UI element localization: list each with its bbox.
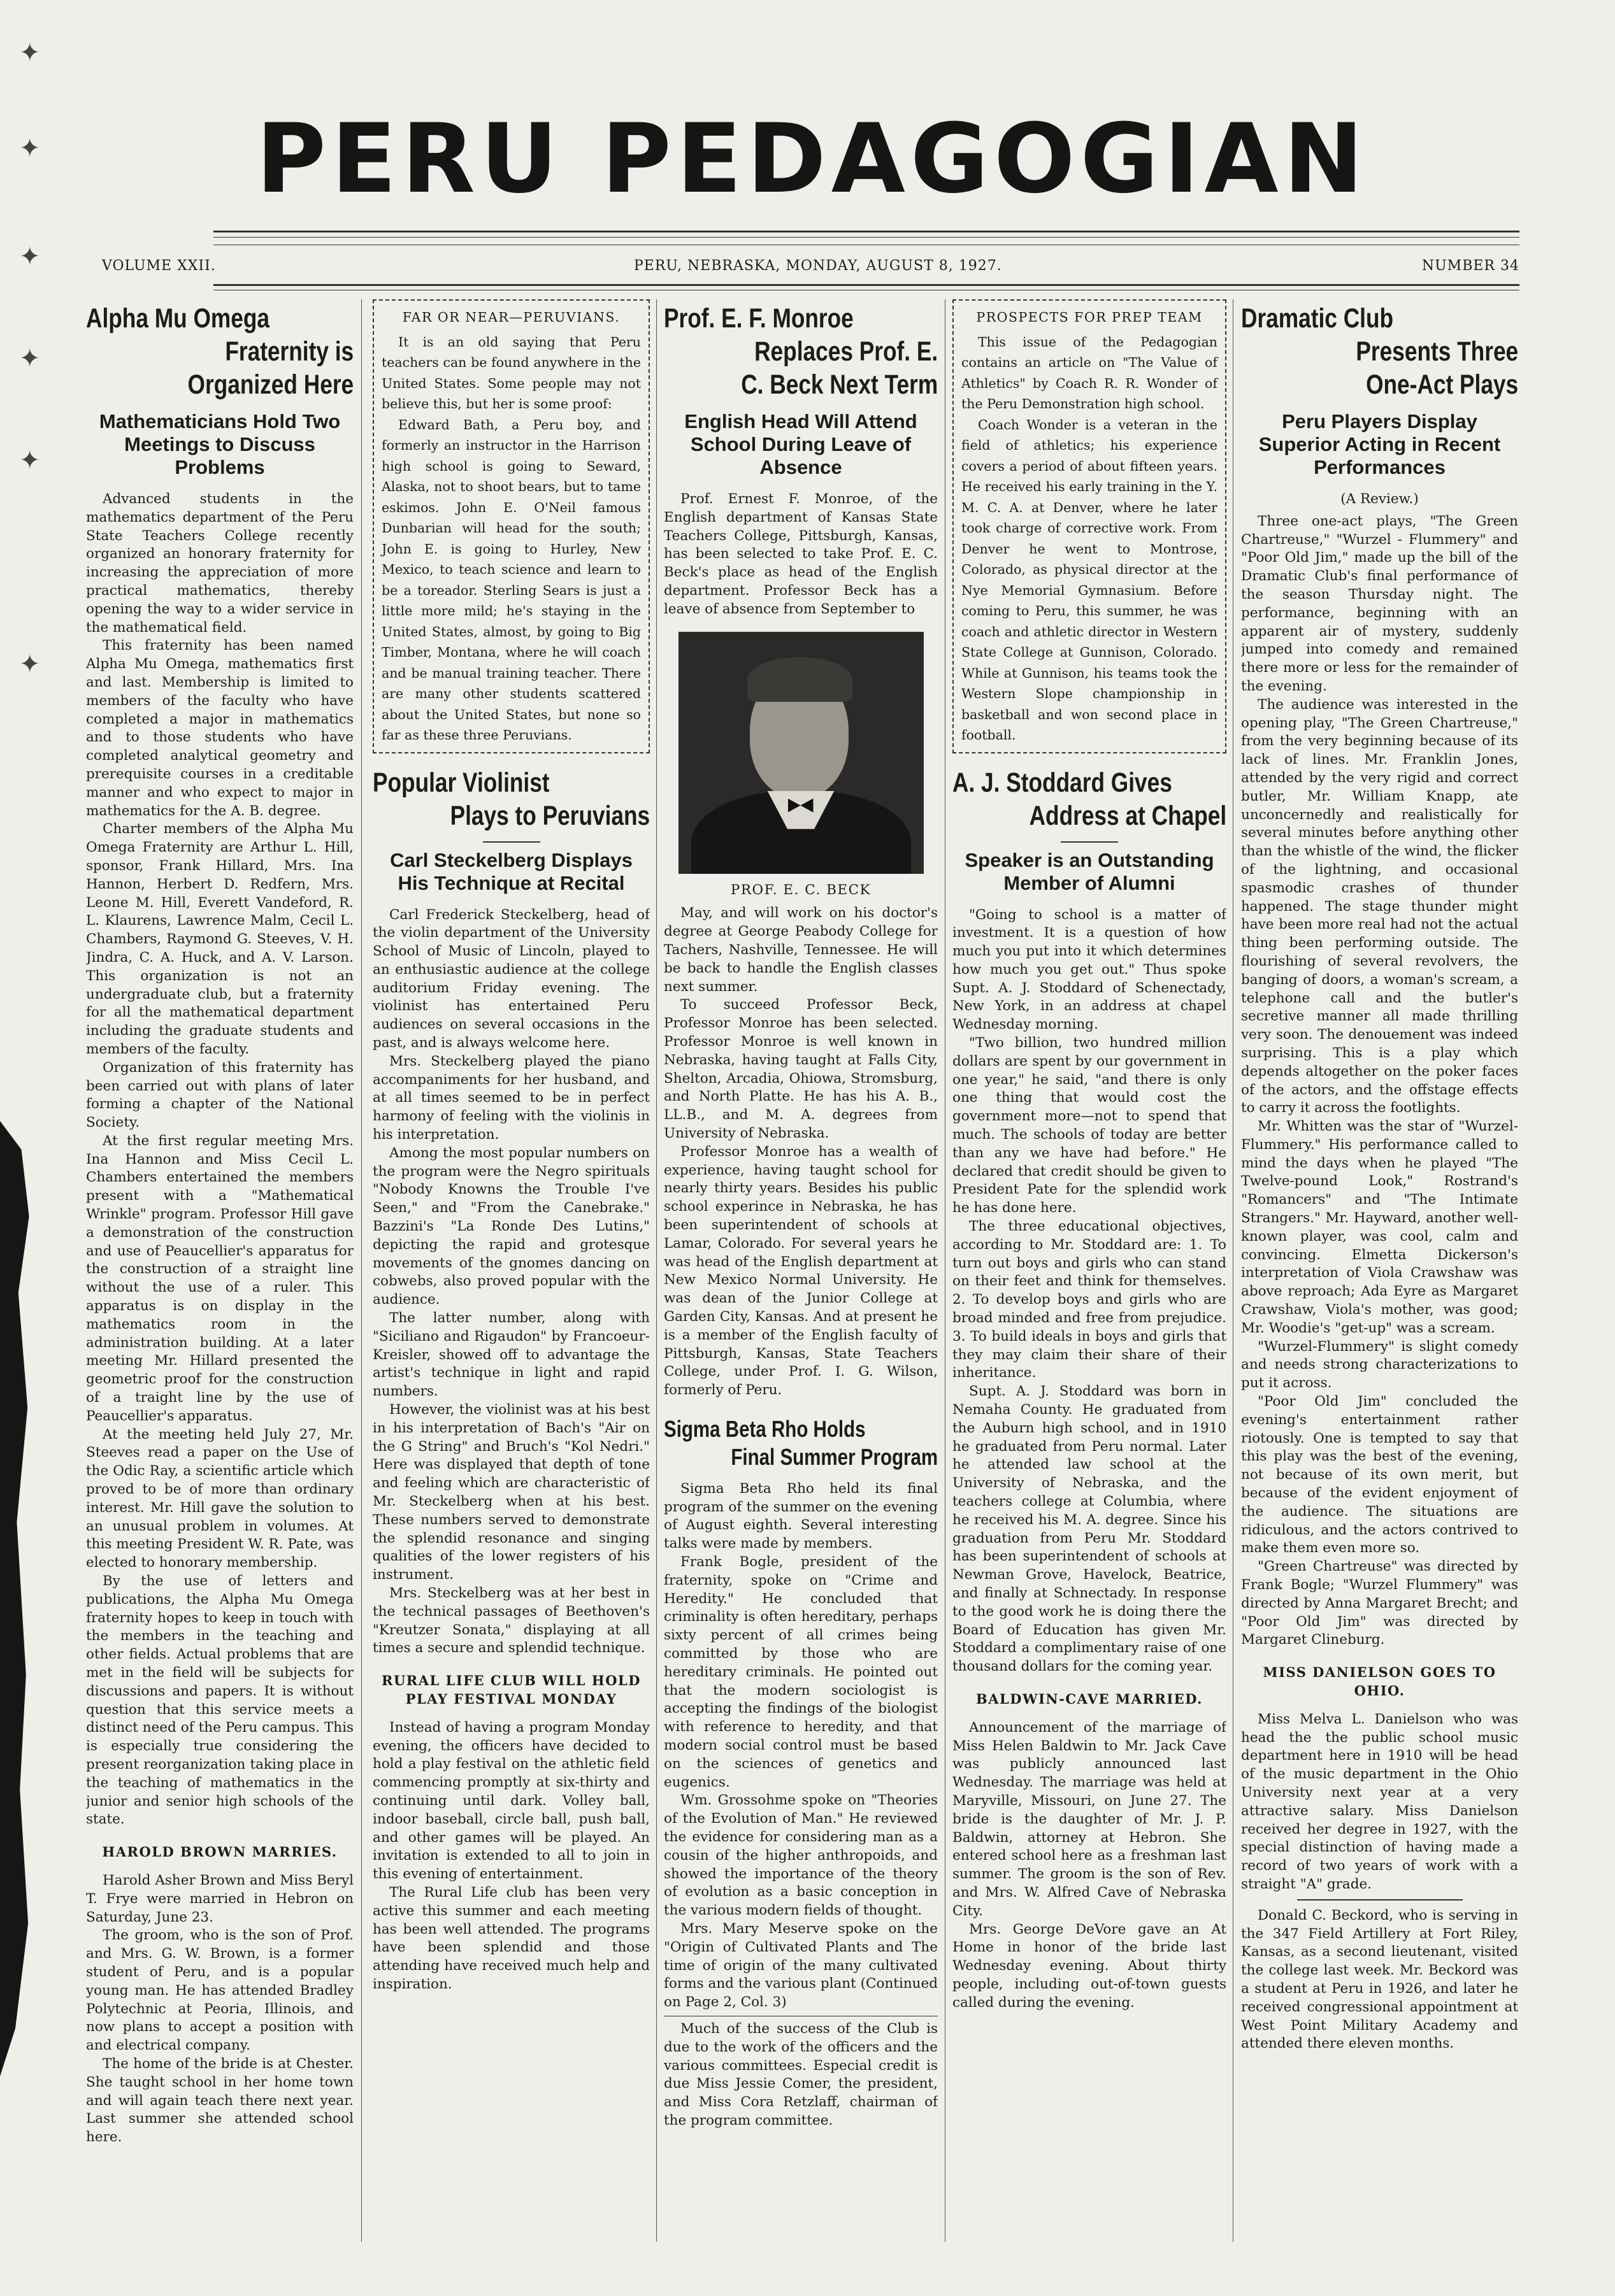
box-paragraph: Edward Bath, a Peru boy, and formerly an instructor in the Harrison high school is going to Seward, Alaska, not to shoot bears, but to tame eskimos. John E. O'Neil famous Dunbarian will head for the south; John E. is going to Hurley, New Mexico, to teach science and learn to be a toreador. Sterling Sears is just a little more mild; he's staying in the United States, almost, by going to Big Timber, Montana, where he will coach and be manual training teacher. There are many other students scattered about the United States, but none so far as these three Peruvians.	[382, 417, 641, 743]
headline-line: Alpha Mu Omega	[86, 303, 269, 334]
review-label: (A Review.)	[1340, 491, 1419, 507]
boxed-notice-far-or-near	[373, 299, 650, 753]
article-paragraph: The three educational objectives, according to Mr. Stoddard are: 1. To turn out boys and girls who can stand on their feet and think for themselves. 2. To develop boys and girls who are broad minded and free from prejudice. 3. To build ideals in boys and girls that they may claim their share of their inheritance.	[952, 1218, 1226, 1381]
section-divider	[1297, 1899, 1463, 1900]
article-paragraph: The home of the bride is at Chester. She taught school in her home town and will again teach there next year. Last summer she attended school here.	[86, 2055, 354, 2146]
headline-line: One-Act Plays	[1366, 369, 1518, 400]
boxed-notice-prep-team	[952, 299, 1226, 753]
column-3	[664, 299, 938, 2261]
article-paragraph: The audience was interested in the opening play, "The Green Chartreuse," from the very beginning because of its lack of lines. Mr. Franklin Jones, attended by the very rigid and correct butler, Mr. William Knapp, ate unconcernedly and realistically for several minutes before anything other than the whistle of the wind, the flicker of the lightning, and occasional spasmodic crashes of thunder happened. The stage thunder might have been more real had not the actual thing been performing outside. The flourishing of several revolvers, the banging of doors, a woman's scream, a telephone call and the butler's secretive manner all made thrilling very soon. The denouement was indeed surprising. This is a play which depends altogether on the poker faces of the actors, and the offstage effects to carry it across the footlights.	[1241, 696, 1518, 1116]
article-paragraph: By the use of letters and publications, the Alpha Mu Omega fraternity hopes to keep in touch with the members in the teaching and other fields. Actual problems that are met in the field will be subjects for discussions and papers. It is without question that this service meets a distinct need of the Peru campus. This is especially true considering the present reorganization taking place in the teaching of mathematics in the junior and senior high schools of the state.	[86, 1573, 354, 1828]
article-paragraph: To succeed Professor Beck, Professor Monroe has been selected. Professor Monroe is well known in Nebraska, having taught at Falls City, Shelton, Arcadia, Ohiowa, Stromsburg, and North Platte. He has his A. B., LL.B., and M. A. degrees from University of Nebraska.	[664, 997, 938, 1141]
article-paragraph: Mrs. Steckelberg was at her best in the technical passages of Beethoven's "Kreutzer Sonata," displaying at all times a secure and splendid technique.	[373, 1585, 650, 1657]
article-paragraph: Donald C. Beckord, who is serving in the 347 Field Artillery at Fort Riley, Kansas, as a second lieutenant, visited the college last week. Mr. Beckord was a student at Peru in 1926, and later he received congressional appointment at West Point Military Academy and attended there eleven months.	[1241, 1907, 1518, 2052]
article-paragraph: "Poor Old Jim" concluded the evening's entertainment rather riotously. One is tempted to say that this play was the best of the evening, not because of its own merit, but because of the evident enjoyment of the audience. The situations are ridiculous, and the actors contrived to make them even more so.	[1241, 1394, 1518, 1557]
issue-number: NUMBER 34	[1421, 258, 1519, 274]
article-paragraph: "Going to school is a matter of investment. It is a question of how much you put into it which determines how much you get out." Thus spoke Supt. A. J. Stoddard of Schenectady, New York, in an address at chapel Wednesday morning.	[952, 906, 1226, 1033]
article-paragraph: Miss Melva L. Danielson who was head the the public school music department here in 1910 will be head of the music department in the Ohio University next year at a very attractive salary. Miss Danielson received her degree in 1927, with the special distinction of having made a record of two years of work with a straight "A" grade.	[1241, 1711, 1518, 1892]
headline-line: Address at Chapel	[1029, 800, 1226, 831]
masthead-rule-thin	[213, 237, 1519, 238]
headline-line: Plays to Peruvians	[450, 800, 650, 831]
article-paragraph: The latter number, along with "Siciliano and Rigaudon" by Francoeur-Kreisler, showed off to advantage the artist's technique in light and rapid numbers.	[373, 1310, 650, 1400]
article-paragraph: Supt. A. J. Stoddard was born in Nemaha County. He graduated from the Auburn high school, and in 1910 he graduated from Peru normal. Later he attended law school at the University of Nebraska, and the teachers college at Columbia, where he received his M. A. degree. Since his graduation from Peru Mr. Stoddard has been superintendent of schools at Newman Grove, Havelock, Beatrice, and finally at Schnectady. In response to the good work he is doing there the Board of Education has given Mr. Stoddard a complimentary raise of one thousand dollars for the coming year.	[952, 1383, 1226, 1675]
headline-line: Final Summer Program	[731, 1443, 938, 1470]
subheadline: Carl Steckelberg Displays His Technique at Recital	[390, 848, 633, 894]
headline-monroe-replaces-beck	[664, 302, 938, 401]
box-title: PROSPECTS FOR PREP TEAM	[976, 310, 1203, 325]
headline-alpha-mu-omega	[86, 302, 354, 401]
column-separator	[656, 299, 657, 2242]
binding-hole-mark: ✦	[19, 650, 41, 679]
headline-sigma-beta-rho	[664, 1415, 938, 1471]
headline-popular-violinist	[373, 766, 650, 832]
article-paragraph: Organization of this fraternity has been carried out with plans of later forming a chapter of the National Society.	[86, 1059, 354, 1131]
article-paragraph: Announcement of the marriage of Miss Helen Baldwin to Mr. Jack Cave was publicly announced last Wednesday. The marriage was held at Maryville, Missouri, on June 27. The bride is the daughter of Mr. J. P. Baldwin, attorney at Hebron. She entered school here as a freshman last summer. The groom is the son of Rev. and Mrs. W. Alfred Cave of Nebraska City.	[952, 1719, 1226, 1919]
article-paragraph: However, the violinist was at his best in his interpretation of Bach's "Air on the G String" and Bruch's "Kol Nedri." Here was displayed that depth of tone and feeling which are characteristic of Mr. Steckelberg when at his best. These numbers served to demonstrate the splendid resonance and singing qualities of the lower registers of his instrument.	[373, 1402, 650, 1583]
headline-line: Replaces Prof. E.	[754, 336, 938, 367]
article-paragraph: Charter members of the Alpha Mu Omega Fraternity are Arthur L. Hill, sponsor, Frank Hillard, Mrs. Ina Hannon, Herbert D. Redfern, Mrs. Leone M. Hill, Everett Vandeford, R. L. Klaurens, Lawrence Malm, Cecil L. Chambers, Raymond G. Steeves, V. H. Jindra, C. A. Huck, and A. V. Larson. This organization is not an undergraduate club, but a fraternity for all the mathematical department including the graduate students and members of the faculty.	[86, 821, 354, 1057]
column-5	[1241, 299, 1518, 2261]
dateline-rule	[213, 284, 1519, 286]
portrait-photo	[678, 632, 924, 874]
issue-date: PERU, NEBRASKA, MONDAY, AUGUST 8, 1927.	[634, 258, 1002, 274]
article-paragraph: Professor Monroe has a wealth of experience, having taught school for nearly thirty years. Besides his public school experince in Nebraska, he has been superintendent of schools at Lamar, Colorado. For several years he was head of the English department at New Mexico Normal University. He was dean of the Junior College at Garden City, Kansas. And at present he is a member of the English faculty of Pittsburgh, Kansas, State Teachers College, under Prof. I. G. Wilson, formerly of Peru.	[664, 1143, 938, 1399]
headline-line: Sigma Beta Rho Holds	[664, 1415, 866, 1442]
binding-hole-mark: ✦	[19, 446, 41, 475]
masthead-rule	[213, 231, 1519, 232]
photo-caption: PROF. E. C. BECK	[730, 881, 872, 898]
article-paragraph: At the first regular meeting Mrs. Ina Hannon and Miss Cecil L. Chambers entertained the members present with a "Mathematical Wrinkle" program. Professor Hill gave a demonstration of the construction and use of Peaucellier's apparatus for the construction of a straight line without the use of a ruler. This apparatus is on display in the mathematics room in the administration building. At a later meeting Mr. Hillard presented the geometric proof for the construction of a traight line by the use of Peaucellier's apparatus.	[86, 1132, 354, 1424]
photo-hair	[747, 657, 852, 702]
article-paragraph: Mr. Whitten was the star of "Wurzel-Flummery." His performance called to mind the days when he played "The Twelve-pound Look," Rostrand's "Romancers" and "The Intimate Strangers." Mr. Hayward, another well-known player, was cool, calm and convincing. Elmetta Dickerson's interpretation of Viola Crawshaw was above reproach; Ada Eyre as Margaret Crawshaw, Viola's mother, was good; Mr. Woodie's "get-up" was a scream.	[1241, 1118, 1518, 1336]
dateline	[102, 258, 1519, 277]
column-separator	[361, 299, 362, 2242]
headline-dramatic-club	[1241, 302, 1518, 401]
column-4	[952, 299, 1226, 2261]
article-paragraph: "Green Chartreuse" was directed by Frank Bogle; "Wurzel Flummery" was directed by Anna Margaret Brecht; and "Poor Old Jim" was directed by Margaret Clineburg.	[1241, 1558, 1518, 1648]
headline-line: Presents Three	[1356, 336, 1518, 367]
subheadline: Mathematicians Hold Two Meetings to Discuss Problems	[99, 410, 341, 478]
volume-label: VOLUME XXII.	[102, 258, 216, 274]
article-paragraph: The groom, who is the son of Prof. and Mrs. G. W. Brown, is a former student of Peru, and is a popular young man. He has attended Bradley Polytechnic at Peoria, Illinois, and now plans to accept a position with and electrical company.	[86, 1927, 354, 2054]
article-paragraph: Mrs. Mary Meserve spoke on the "Origin of Cultivated Plants and The time of origin of the many cultivated forms and the various plant (Continued on Page 2, Col. 3)	[664, 1921, 938, 2011]
article-paragraph: The Rural Life club has been very active this summer and each meeting has been well attended. The programs have been splendid and those attending have received much help and inspiration.	[373, 1884, 650, 1992]
article-paragraph: Three one-act plays, "The Green Chartreuse," "Wurzel - Flummery" and "Poor Old Jim," made up the bill of the Dramatic Club's final performance of the season Thursday night. The performance, beginning with an apparent air of mystery, suddenly jumped into comedy and remained there more or less for the remainder of the evening.	[1241, 513, 1518, 694]
article-paragraph: Advanced students in the mathematics department of the Peru State Teachers College recently organized an honorary fraternity for increasing the appreciation of more practical mathematics, thereby opening the way to a wider service in the mathematical field.	[86, 491, 354, 636]
article-paragraph: Instead of having a program Monday evening, the officers have decided to hold a play festival on the athletic field commencing promptly at six-thirty and continuing until dark. Volley ball, indoor baseball, circle ball, push ball, and other games will be played. An invitation is extended to all to join in this evening of entertainment.	[373, 1719, 650, 1883]
article-paragraph: Frank Bogle, president of the fraternity, spoke on "Crime and Heredity." He concluded that criminality is often hereditary, perhaps sixty percent of all crimes being committed by those who are hereditary criminals. He pointed out that the modern sociologist is accepting the findings of the biologist with reference to heredity, and that modern social control must be based on the sciences of genetics and eugenics.	[664, 1554, 938, 1790]
minor-headline: MISS DANIELSON GOES TO OHIO.	[1263, 1664, 1497, 1699]
subheadline: Speaker is an Outstanding Member of Alumni	[965, 848, 1214, 894]
headline-line: Prof. E. F. Monroe	[664, 303, 854, 334]
article-paragraph: Prof. Ernest F. Monroe, of the English department of Kansas State Teachers College, Pittsburgh, Kansas, has been selected to take Prof. E. C. Beck's place as head of the English department. Professor Beck has a leave of absence from September to	[664, 491, 938, 617]
minor-headline: RURAL LIFE CLUB WILL HOLD PLAY FESTIVAL MONDAY	[382, 1672, 641, 1707]
article-paragraph: This fraternity has been named Alpha Mu Omega, mathematics first and last. Membership is limited to members of the faculty who have completed a major in mathematics and to those students who have completed analytical geometry and prerequisite courses in a creditable manner and who expect to major in mathematics for the A. B. degree.	[86, 638, 354, 819]
article-paragraph: Much of the success of the Club is due to the work of the officers and the various committees. Especial credit is due Miss Jessie Comer, the president, and Miss Cora Retzlaff, chairman of the program committee.	[664, 2016, 938, 2130]
article-paragraph: Wm. Grossohme spoke on "Theories of the Evolution of Man." He reviewed the evidence for considering man as a cousin of the higher anthropoids, and showed the importance of the theory of evolution as a basic conception in the various modern fields of thought.	[664, 1792, 938, 1919]
binding-hole-mark: ✦	[19, 344, 41, 373]
masthead-title: PERU PEDAGOGIAN	[255, 104, 1369, 215]
minor-headline: BALDWIN-CAVE MARRIED.	[976, 1690, 1203, 1707]
article-paragraph: At the meeting held July 27, Mr. Steeves read a paper on the Use of the Odic Ray, a scientific article which proved to be of more than ordinary interest. Mr. Hill gave the solution to an unusual problem in volumes. At this meeting President W. R. Pate, was elected to honorary membership.	[86, 1426, 354, 1571]
binding-hole-mark: ✦	[19, 38, 41, 68]
article-paragraph: Sigma Beta Rho held its final program of the summer on the evening of August eighth. Several interesting talks were made by members.	[664, 1480, 938, 1552]
binding-hole-mark: ✦	[19, 242, 41, 271]
headline-line: Dramatic Club	[1241, 303, 1394, 334]
box-paragraph: It is an old saying that Peru teachers can be found anywhere in the United States. Some people may not believe this, but her is some proof:	[382, 334, 641, 411]
column-2	[373, 299, 650, 2261]
torn-edge	[0, 1121, 31, 2076]
article-paragraph: Mrs. Steckelberg played the piano accompaniments for her husband, and at all times seemed to be in perfect harmony of feeling with the violinis in his interpretation.	[373, 1053, 650, 1143]
article-paragraph: Among the most popular numbers on the program were the Negro spirituals "Nobody Knowns the Trouble I've Seen," and "From the Canebrake." Bazzini's "La Ronde Des Lutins," depicting the rapid and grotesque movements of the gnomes dancing on cobwebs, also proved popular with the audience.	[373, 1144, 650, 1308]
article-paragraph: May, and will work on his doctor's degree at George Peabody College for Tachers, Nashville, Tennessee. He will be back to handle the English classes next summer.	[664, 905, 938, 995]
minor-headline: HAROLD BROWN MARRIES.	[102, 1844, 338, 1860]
headline-line: Fraternity is	[225, 336, 354, 367]
article-paragraph: "Two billion, two hundred million dollars are spent by our government in one year," he said, "and there is only one thing that would cost the government more—not to spend that much. The schools of today are better than any we have had before." He declared that credit should be given to President Pate for the splendid work he has done here.	[952, 1035, 1226, 1216]
headline-line: Organized Here	[187, 369, 354, 400]
headline-line: C. Beck Next Term	[741, 369, 938, 400]
box-paragraph: Coach Wonder is a veteran in the field of athletics; his experience covers a period of about fifteen years. He received his early training in the Y. M. C. A. at Denver, where he later took charge of corrective work. From Denver he went to Montrose, Colorado, as physical director at the Nye Memorial Gymnasium. Before coming to Peru, this summer, he was coach and athletic director in Western State College at Gunnison, Colorado. While at Gunnison, his teams took the Western Slope championship in basketball and won second place in football.	[961, 417, 1217, 743]
article-paragraph: "Wurzel-Flummery" is slight comedy and needs strong characterizations to put it across.	[1241, 1338, 1518, 1392]
binding-hole-mark: ✦	[19, 134, 41, 163]
headline-divider	[483, 841, 540, 843]
headline-line: Popular Violinist	[373, 767, 550, 798]
subheadline: Peru Players Display Superior Acting in Recent Performances	[1258, 410, 1501, 478]
subheadline: English Head Will Attend School During Leave of Absence	[684, 410, 917, 478]
box-paragraph: This issue of the Pedagogian contains an article on "The Value of Athletics" by Coach R. R. Wonder of the Peru Demonstration high school.	[961, 334, 1217, 411]
headline-stoddard-address	[952, 766, 1226, 832]
column-1	[86, 299, 354, 2261]
headline-divider	[1061, 841, 1118, 843]
article-paragraph: Carl Frederick Steckelberg, head of the violin department of the University School of Music of Lincoln, played to an enthusiastic audience at the college auditorium Friday evening. The violinist has entertained Peru audiences on several occasions in the past, and is always welcome here.	[373, 906, 650, 1052]
box-title: FAR OR NEAR—PERUVIANS.	[402, 310, 621, 325]
article-paragraph: Mrs. George DeVore gave an At Home in honor of the bride last Wednesday evening. About thirty people, including out-of-town guests called during the evening.	[952, 1921, 1226, 2011]
article-paragraph: Harold Asher Brown and Miss Beryl T. Frye were married in Hebron on Saturday, June 23.	[86, 1872, 354, 1925]
headline-line: A. J. Stoddard Gives	[952, 767, 1172, 798]
